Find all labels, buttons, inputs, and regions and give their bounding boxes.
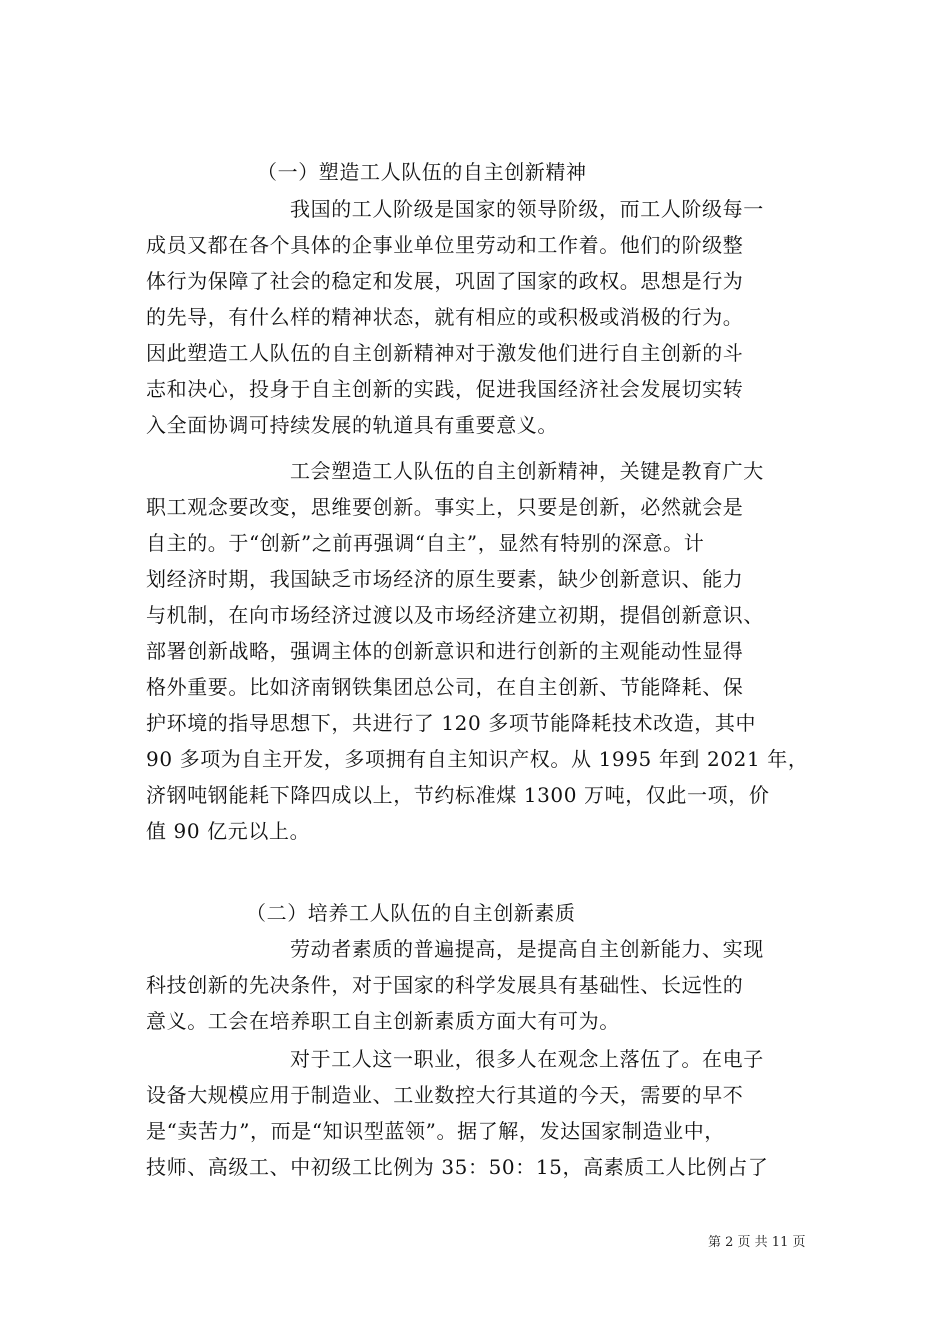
paragraph-line: 因此塑造工人队伍的自主创新精神对于激发他们进行自主创新的斗 xyxy=(146,341,744,365)
paragraph-line: 划经济时期，我国缺乏市场经济的原生要素，缺少创新意识、能力 xyxy=(146,567,744,591)
paragraph-line: 护环境的指导思想下，共进行了 120 多项节能降耗技术改造，其中 xyxy=(146,711,757,735)
paragraph-line: 对于工人这一职业，很多人在观念上落伍了。在电子 xyxy=(290,1047,764,1071)
paragraph-line: 是“卖苦力”，而是“知识型蓝领”。据了解，发达国家制造业中， xyxy=(146,1119,725,1143)
paragraph-line: 工会塑造工人队伍的自主创新精神，关键是教育广大 xyxy=(290,459,764,483)
paragraph-line: 与机制，在向市场经济过渡以及市场经济建立初期，提倡创新意识、 xyxy=(146,603,764,627)
section-2-heading: （二）培养工人队伍的自主创新素质 xyxy=(246,901,576,925)
paragraph-line: 技师、高级工、中初级工比例为 35：50：15，高素质工人比例占了 xyxy=(146,1155,769,1179)
paragraph-line: 体行为保障了社会的稳定和发展，巩固了国家的政权。思想是行为 xyxy=(146,269,744,293)
section-1-heading: （一）塑造工人队伍的自主创新精神 xyxy=(257,160,587,184)
paragraph-line: 意义。工会在培养职工自主创新素质方面大有可为。 xyxy=(146,1009,620,1033)
paragraph-line: 部署创新战略，强调主体的创新意识和进行创新的主观能动性显得 xyxy=(146,639,744,663)
paragraph-line: 90 多项为自主开发，多项拥有自主知识产权。从 1995 年到 2021 年， xyxy=(146,747,809,771)
paragraph-line: 我国的工人阶级是国家的领导阶级，而工人阶级每一 xyxy=(290,197,764,221)
paragraph-line: 济钢吨钢能耗下降四成以上，节约标准煤 1300 万吨，仅此一项，价 xyxy=(146,783,770,807)
paragraph-line: 成员又都在各个具体的企事业单位里劳动和工作着。他们的阶级整 xyxy=(146,233,744,257)
paragraph-line: 自主的。于“创新”之前再强调“自主”，显然有特别的深意。计 xyxy=(146,531,705,555)
paragraph-line: 格外重要。比如济南钢铁集团总公司，在自主创新、节能降耗、保 xyxy=(146,675,744,699)
paragraph-line: 设备大规模应用于制造业、工业数控大行其道的今天，需要的早不 xyxy=(146,1083,744,1107)
paragraph-line: 职工观念要改变，思维要创新。事实上，只要是创新，必然就会是 xyxy=(146,495,744,519)
paragraph-line: 的先导，有什么样的精神状态，就有相应的或积极或消极的行为。 xyxy=(146,305,744,329)
page-number: 第 2 页 共 11 页 xyxy=(708,1235,806,1250)
paragraph-line: 志和决心，投身于自主创新的实践，促进我国经济社会发展切实转 xyxy=(146,377,744,401)
paragraph-line: 值 90 亿元以上。 xyxy=(146,819,311,843)
paragraph-line: 科技创新的先决条件，对于国家的科学发展具有基础性、长远性的 xyxy=(146,973,744,997)
paragraph-line: 入全面协调可持续发展的轨道具有重要意义。 xyxy=(146,413,558,437)
paragraph-line: 劳动者素质的普遍提高，是提高自主创新能力、实现 xyxy=(290,937,764,961)
